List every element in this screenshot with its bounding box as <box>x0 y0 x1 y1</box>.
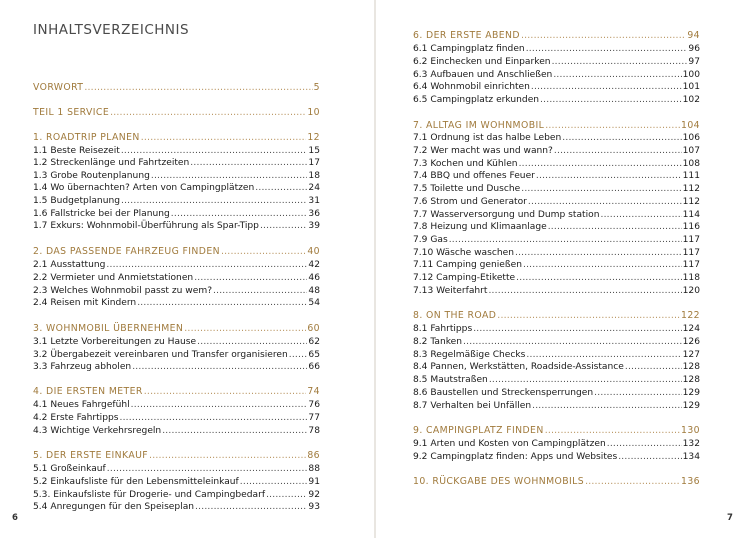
toc-entry-title: 7.13 Weiterfahrt <box>413 286 488 296</box>
toc-dot-leader <box>260 220 307 232</box>
toc-entry-title: 3.1 Letzte Vorbereitungen zu Hause <box>33 337 197 347</box>
toc-dot-leader <box>144 386 307 398</box>
toc-entry-page: 106 <box>682 133 700 143</box>
toc-entry-page: 112 <box>682 184 700 194</box>
toc-entry-title: 8.2 Tanken <box>413 337 463 347</box>
toc-dot-leader <box>289 349 308 361</box>
toc-entry-page: 132 <box>682 439 700 449</box>
toc-dot-leader <box>473 323 681 335</box>
toc-chapter-entry <box>413 310 700 322</box>
toc-entry <box>413 196 700 208</box>
toc-entry-page: 12 <box>307 132 320 143</box>
toc-entry <box>413 209 700 221</box>
toc-dot-leader <box>213 285 307 297</box>
toc-entry-title: 10. RÜCKGABE DES WOHNMOBILS <box>413 476 585 487</box>
toc-entry <box>33 195 320 207</box>
toc-entry-title: 4. DIE ERSTEN METER <box>33 386 143 397</box>
toc-entry-title: 8. ON THE ROAD <box>413 310 497 321</box>
toc-dot-leader <box>449 234 682 246</box>
toc-entry <box>413 145 700 157</box>
toc-entry <box>413 69 700 81</box>
toc-entry-page: 128 <box>682 362 700 372</box>
toc-entry <box>33 272 320 284</box>
toc-entry-page: 102 <box>682 95 700 105</box>
book-gutter <box>374 0 376 538</box>
toc-entry-title: 8.7 Verhalten bei Unfällen <box>413 401 532 411</box>
toc-entry <box>33 145 320 157</box>
toc-entry <box>33 259 320 271</box>
toc-entry-page: 108 <box>682 159 700 169</box>
toc-entry <box>413 183 700 195</box>
toc-entry-title: 9.2 Campingplatz finden: Apps und Websites <box>413 452 618 462</box>
toc-entry-title: 7.9 Gas <box>413 235 448 245</box>
toc-entry <box>33 157 320 169</box>
toc-entry-page: 94 <box>687 30 700 41</box>
toc-entry-page: 5 <box>313 82 320 93</box>
toc-dot-leader <box>240 476 308 488</box>
toc-entry-title: 1.2 Streckenlänge und Fahrtzeiten <box>33 158 190 168</box>
toc-chapter-entry <box>413 120 700 132</box>
toc-entry <box>413 361 700 373</box>
toc-dot-leader <box>255 182 307 194</box>
toc-dot-leader <box>526 43 688 55</box>
toc-dot-leader <box>521 30 686 42</box>
toc-dot-leader <box>552 56 688 68</box>
toc-entry-title: 3.3 Fahrzeug abholen <box>33 362 132 372</box>
toc-dot-leader <box>221 246 306 258</box>
toc-entry-title: 8.1 Fahrtipps <box>413 324 473 334</box>
toc-dot-leader <box>562 132 681 144</box>
toc-entry-page: 66 <box>308 362 320 372</box>
toc-entry <box>413 285 700 297</box>
toc-entry-title: 1.4 Wo übernachten? Arten von Campingplätzen <box>33 183 255 193</box>
toc-entry-page: 100 <box>682 70 700 80</box>
toc-entry-page: 117 <box>682 260 700 270</box>
toc-dot-leader <box>607 438 682 450</box>
toc-entry-title: 9. CAMPINGPLATZ FINDEN <box>413 425 544 436</box>
toc-entry-title: 5.3. Einkaufsliste für Drogerie- und Campingbedarf <box>33 490 266 500</box>
toc-dot-leader <box>121 145 308 157</box>
toc-dot-leader <box>526 349 681 361</box>
toc-entry-title: 8.3 Regelmäßige Checks <box>413 350 526 360</box>
toc-entry-page: 93 <box>308 502 320 512</box>
toc-entry-page: 127 <box>682 350 700 360</box>
toc-dot-leader <box>585 476 680 488</box>
toc-dot-leader <box>594 387 681 399</box>
toc-entry-title: 7.11 Camping genießen <box>413 260 522 270</box>
toc-dot-leader <box>531 81 682 93</box>
toc-entry-title: 1.5 Budgetplanung <box>33 196 120 206</box>
toc-entry-page: 97 <box>688 57 700 67</box>
toc-entry-title: 7.8 Heizung und Klimaanlage <box>413 222 547 232</box>
toc-dot-leader <box>523 259 682 271</box>
toc-entry <box>413 170 700 182</box>
toc-entry-page: 122 <box>681 310 700 321</box>
toc-entry-title: 7.12 Camping-Etikette <box>413 273 516 283</box>
toc-entry-title: 2.3 Welches Wohnmobil passt zu wem? <box>33 286 213 296</box>
toc-entry <box>33 501 320 513</box>
toc-entry <box>33 489 320 501</box>
toc-entry-title: 6.4 Wohnmobil einrichten <box>413 82 530 92</box>
toc-entry-title: 6. DER ERSTE ABEND <box>413 30 520 41</box>
toc-entry <box>413 158 700 170</box>
toc-entry-title: 2.4 Reisen mit Kindern <box>33 298 137 308</box>
toc-entry-title: 7.2 Wer macht was und wann? <box>413 146 553 156</box>
page-number-left: 6 <box>12 513 18 523</box>
toc-chapter-entry <box>413 476 700 488</box>
toc-entry <box>413 438 700 450</box>
toc-chapter-entry <box>413 30 700 42</box>
toc-entry <box>33 220 320 232</box>
toc-entry-title: 7.5 Toilette und Dusche <box>413 184 521 194</box>
toc-entry <box>413 387 700 399</box>
toc-entry-page: 129 <box>682 388 700 398</box>
toc-entry-page: 134 <box>682 452 700 462</box>
toc-entry-title: 2.2 Vermieter und Anmietstationen <box>33 273 194 283</box>
toc-entry <box>33 399 320 411</box>
toc-entry-title: 6.1 Campingplatz finden <box>413 44 525 54</box>
toc-dot-leader <box>137 297 307 309</box>
toc-entry-page: 117 <box>682 248 700 258</box>
toc-entry <box>33 412 320 424</box>
toc-dot-leader <box>149 450 306 462</box>
toc-entry <box>413 81 700 93</box>
toc-dot-leader <box>554 145 682 157</box>
toc-entry-page: 88 <box>308 464 320 474</box>
toc-entry-page: 18 <box>308 171 320 181</box>
toc-entry-page: 112 <box>682 197 700 207</box>
toc-entry-title: 1.3 Grobe Routenplanung <box>33 171 150 181</box>
toc-chapter-entry <box>33 386 320 398</box>
toc-entry-page: 60 <box>307 323 320 334</box>
toc-entry-title: 4.3 Wichtige Verkehrsregeln <box>33 426 162 436</box>
toc-entry-page: 17 <box>308 158 320 168</box>
toc-entry-page: 42 <box>308 260 320 270</box>
toc-entry-page: 129 <box>682 401 700 411</box>
toc-dot-leader <box>190 157 307 169</box>
toc-entry-title: 7.4 BBQ und offenes Feuer <box>413 171 535 181</box>
toc-entry-page: 107 <box>682 146 700 156</box>
toc-entry <box>413 43 700 55</box>
toc-entry-page: 120 <box>682 286 700 296</box>
toc-dot-leader <box>195 501 307 513</box>
toc-entry-title: 5.1 Großeinkauf <box>33 464 106 474</box>
toc-entry-title: 6.3 Aufbauen und Anschließen <box>413 70 553 80</box>
toc-dot-leader <box>497 310 680 322</box>
toc-entry-page: 86 <box>307 450 320 461</box>
toc-dot-leader <box>515 247 682 259</box>
toc-entry-title: 1.1 Beste Reisezeit <box>33 146 120 156</box>
toc-chapter-entry <box>33 450 320 462</box>
toc-entry-page: 126 <box>682 337 700 347</box>
toc-entry <box>413 336 700 348</box>
toc-entry-title: 7.1 Ordnung ist das halbe Leben <box>413 133 562 143</box>
toc-dot-leader <box>516 272 682 284</box>
toc-entry <box>33 349 320 361</box>
toc-entry-page: 10 <box>307 107 320 118</box>
toc-entry-title: 2. DAS PASSENDE FAHRZEUG FINDEN <box>33 246 220 257</box>
toc-chapter-entry <box>33 323 320 335</box>
toc-dot-leader <box>519 158 682 170</box>
toc-entry <box>413 374 700 386</box>
toc-dot-leader <box>545 120 680 132</box>
toc-entry-title: 3. WOHNMOBIL ÜBERNEHMEN <box>33 323 184 334</box>
toc-entry-page: 40 <box>307 246 320 257</box>
toc-entry <box>33 208 320 220</box>
toc-entry-page: 136 <box>681 476 700 487</box>
toc-entry-title: VORWORT <box>33 82 84 93</box>
toc-entry-page: 77 <box>308 413 320 423</box>
page-title: INHALTSVERZEICHNIS <box>33 22 190 38</box>
toc-dot-leader <box>540 94 682 106</box>
toc-entry-title: 7.3 Kochen und Kühlen <box>413 159 518 169</box>
toc-chapter-entry <box>33 107 320 119</box>
toc-entry-page: 101 <box>682 82 700 92</box>
toc-entry-title: 4.2 Erste Fahrtipps <box>33 413 119 423</box>
toc-entry-title: 1. ROADTRIP PLANEN <box>33 132 140 143</box>
toc-entry-title: 5. DER ERSTE EINKAUF <box>33 450 149 461</box>
toc-dot-leader <box>197 336 307 348</box>
toc-entry-page: 24 <box>308 183 320 193</box>
toc-dot-leader <box>532 400 682 412</box>
toc-chapter-entry <box>413 425 700 437</box>
toc-entry-page: 54 <box>308 298 320 308</box>
toc-dot-leader <box>121 195 307 207</box>
toc-entry-page: 31 <box>308 196 320 206</box>
toc-entry <box>413 56 700 68</box>
toc-entry <box>413 259 700 271</box>
toc-dot-leader <box>548 221 682 233</box>
toc-dot-leader <box>528 196 682 208</box>
toc-dot-leader <box>194 272 307 284</box>
toc-entry-page: 62 <box>308 337 320 347</box>
toc-entry <box>413 349 700 361</box>
toc-entry-title: 6.5 Campingplatz erkunden <box>413 95 540 105</box>
toc-dot-leader <box>107 463 308 475</box>
toc-chapter-entry <box>33 132 320 144</box>
toc-entry-title: 7.6 Strom und Generator <box>413 197 527 207</box>
toc-dot-leader <box>131 399 308 411</box>
toc-dot-leader <box>521 183 681 195</box>
toc-entry-page: 48 <box>308 286 320 296</box>
toc-dot-leader <box>625 361 682 373</box>
page-number-right: 7 <box>727 513 733 523</box>
toc-entry-page: 91 <box>308 477 320 487</box>
toc-entry-title: 1.7 Exkurs: Wohnmobil-Überführung als Spar-Tipp <box>33 221 259 231</box>
toc-dot-leader <box>119 412 307 424</box>
toc-entry <box>33 463 320 475</box>
toc-entry-title: 4.1 Neues Fahrgefühl <box>33 400 130 410</box>
toc-entry-title: 8.4 Pannen, Werkstätten, Roadside-Assistance <box>413 362 624 372</box>
toc-entry <box>33 336 320 348</box>
toc-dot-leader <box>489 374 682 386</box>
toc-entry-page: 78 <box>308 426 320 436</box>
toc-entry-title: TEIL 1 SERVICE <box>33 107 110 118</box>
toc-entry-page: 130 <box>681 425 700 436</box>
toc-dot-leader <box>184 323 306 335</box>
toc-entry <box>413 400 700 412</box>
toc-dot-leader <box>162 425 307 437</box>
toc-entry <box>413 221 700 233</box>
toc-chapter-entry <box>33 246 320 258</box>
toc-entry <box>413 451 700 463</box>
toc-entry <box>413 247 700 259</box>
toc-dot-leader <box>132 361 307 373</box>
toc-dot-leader <box>488 285 681 297</box>
toc-entry-page: 74 <box>307 386 320 397</box>
toc-entry <box>413 323 700 335</box>
toc-entry-title: 5.2 Einkaufsliste für den Lebensmitteleinkauf <box>33 477 239 487</box>
toc-entry-page: 124 <box>682 324 700 334</box>
toc-dot-leader <box>536 170 682 182</box>
toc-entry <box>33 170 320 182</box>
toc-entry <box>33 182 320 194</box>
toc-dot-leader <box>618 451 681 463</box>
toc-entry-page: 104 <box>681 120 700 131</box>
toc-dot-leader <box>84 82 312 94</box>
toc-entry <box>33 297 320 309</box>
toc-entry-title: 2.1 Ausstattung <box>33 260 106 270</box>
toc-dot-leader <box>553 69 681 81</box>
toc-dot-leader <box>141 132 307 144</box>
toc-entry-page: 39 <box>308 221 320 231</box>
toc-entry-page: 116 <box>682 222 700 232</box>
toc-entry-page: 92 <box>308 490 320 500</box>
toc-entry-title: 9.1 Arten und Kosten von Campingplätzen <box>413 439 606 449</box>
toc-entry-page: 111 <box>682 171 700 181</box>
toc-entry-title: 7.7 Wasserversorgung und Dump station <box>413 210 600 220</box>
toc-entry-page: 36 <box>308 209 320 219</box>
toc-entry-page: 128 <box>682 375 700 385</box>
toc-entry <box>413 132 700 144</box>
toc-entry-page: 15 <box>308 146 320 156</box>
toc-entry <box>413 94 700 106</box>
toc-entry-page: 118 <box>682 273 700 283</box>
toc-entry <box>33 285 320 297</box>
toc-entry-title: 6.2 Einchecken und Einparken <box>413 57 551 67</box>
toc-entry-page: 114 <box>682 210 700 220</box>
toc-entry-page: 117 <box>682 235 700 245</box>
toc-entry-title: 3.2 Übergabezeit vereinbaren und Transfer organisieren <box>33 350 288 360</box>
toc-dot-leader <box>106 259 307 271</box>
toc-dot-leader <box>110 107 306 119</box>
toc-entry-page: 65 <box>308 350 320 360</box>
toc-entry <box>33 425 320 437</box>
toc-entry-title: 1.6 Fallstricke bei der Planung <box>33 209 170 219</box>
toc-chapter-entry <box>33 82 320 94</box>
toc-entry-title: 8.6 Baustellen und Streckensperrungen <box>413 388 594 398</box>
toc-entry <box>33 361 320 373</box>
toc-entry-page: 46 <box>308 273 320 283</box>
toc-dot-leader <box>266 489 307 501</box>
toc-entry <box>413 272 700 284</box>
toc-entry-title: 7. ALLTAG IM WOHNMOBIL <box>413 120 545 131</box>
toc-entry-page: 76 <box>308 400 320 410</box>
toc-dot-leader <box>171 208 308 220</box>
toc-entry <box>413 234 700 246</box>
toc-dot-leader <box>545 425 680 437</box>
toc-dot-leader <box>600 209 681 221</box>
toc-entry-page: 96 <box>688 44 700 54</box>
toc-dot-leader <box>151 170 308 182</box>
toc-entry-title: 8.5 Mautstraßen <box>413 375 488 385</box>
toc-entry-title: 5.4 Anregungen für den Speiseplan <box>33 502 195 512</box>
toc-entry <box>33 476 320 488</box>
toc-entry-title: 7.10 Wäsche waschen <box>413 248 514 258</box>
toc-dot-leader <box>463 336 682 348</box>
